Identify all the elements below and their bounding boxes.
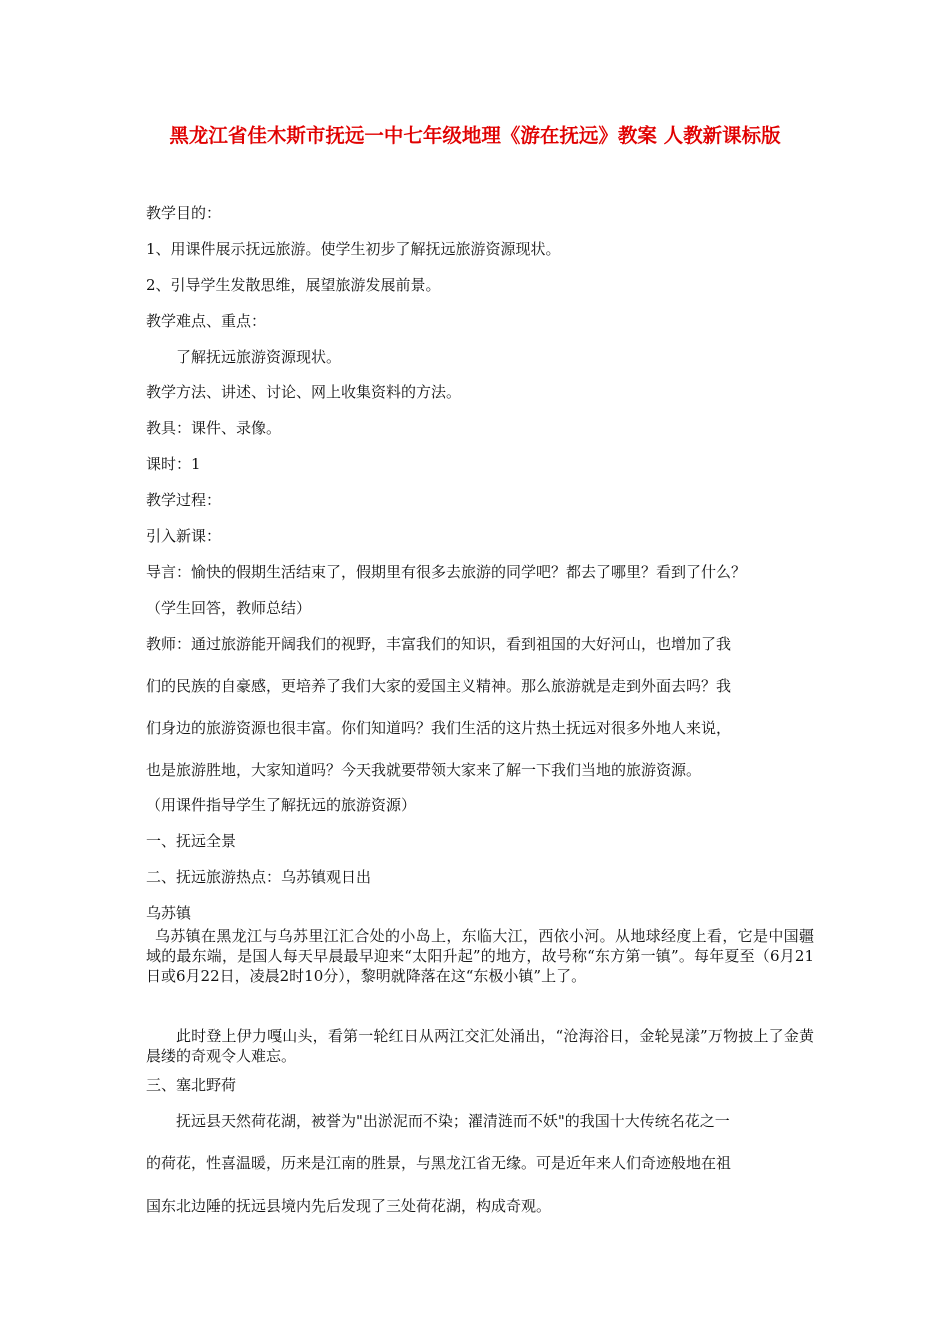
text-line-methods: 教学方法、讲述、讨论、网上收集资料的方法。 (146, 383, 462, 401)
text-line-student-answer: （学生回答，教师总结） (146, 599, 312, 617)
lotus-line-3: 国东北边陲的抚远县境内先后发现了三处荷花湖，构成奇观。 (146, 1197, 552, 1215)
text-line-objectives-heading: 教学目的： (146, 204, 222, 222)
lotus-line-1: 抚远县天然荷花湖，被誉为"出淤泥而不染；濯清涟而不妖"的我国十大传统名花之一 (176, 1112, 730, 1130)
text-line-teacher-2: 们的民族的自豪感，更培养了我们大家的爱国主义精神。那么旅游就是走到外面去吗？我 (146, 677, 732, 695)
text-line-key-point: 了解抚远旅游资源现状。 (176, 348, 342, 366)
sunrise-paragraph: 此时登上伊力嘎山头，看第一轮红日从两江交汇处涌出，“沧海浴日，金轮晃漾”万物披上了金黄晨缕的奇观令人难忘。 (146, 1027, 814, 1065)
text-line-process-heading: 教学过程： (146, 491, 222, 509)
lotus-line-2: 的荷花，性喜温暖，历来是江南的胜景，与黑龙江省无缘。可是近年来人们奇迹般地在祖 (146, 1154, 732, 1172)
text-line-introduction-heading: 引入新课： (146, 527, 222, 545)
text-line-teaching-aids: 教具：课件、录像。 (146, 419, 282, 437)
text-line-objective-1: 1、用课件展示抚远旅游。使学生初步了解抚远旅游资源现状。 (146, 240, 561, 258)
text-line-section-3: 三、塞北野荷 (146, 1076, 237, 1094)
text-line-lead-in: 导言：愉快的假期生活结束了，假期里有很多去旅游的同学吧？都去了哪里？看到了什么？ (146, 563, 747, 581)
text-line-teacher-1: 教师：通过旅游能开阔我们的视野，丰富我们的知识，看到祖国的大好河山，也增加了我 (146, 635, 732, 653)
text-line-objective-2: 2、引导学生发散思维，展望旅游发展前景。 (146, 276, 441, 294)
text-line-class-hours: 课时：1 (146, 455, 201, 473)
text-line-wusu-heading: 乌苏镇 (146, 904, 192, 922)
text-line-section-2: 二、抚远旅游热点：乌苏镇观日出 (146, 868, 372, 886)
text-line-courseware-note: （用课件指导学生了解抚远的旅游资源） (146, 796, 417, 814)
text-line-key-points-heading: 教学难点、重点： (146, 312, 267, 330)
wusu-paragraph: 乌苏镇在黑龙江与乌苏里江汇合处的小岛上，东临大江，西依小河。从地球经度上看，它是中国疆域的最东端，是国人每天早晨最早迎来“太阳升起”的地方，故号称“东方第一镇”。每年夏至（6月21日或6月22日，凌晨2时10分），黎明就降落在这“东极小镇”上了。 (146, 927, 814, 985)
text-line-section-1: 一、抚远全景 (146, 832, 237, 850)
text-line-teacher-4: 也是旅游胜地，大家知道吗？今天我就要带领大家来了解一下我们当地的旅游资源。 (146, 761, 702, 779)
document-title: 黑龙江省佳木斯市抚远一中七年级地理《游在抚远》教案 人教新课标版 (169, 124, 781, 147)
text-line-teacher-3: 们身边的旅游资源也很丰富。你们知道吗？我们生活的这片热土抚远对很多外地人来说， (146, 719, 732, 737)
